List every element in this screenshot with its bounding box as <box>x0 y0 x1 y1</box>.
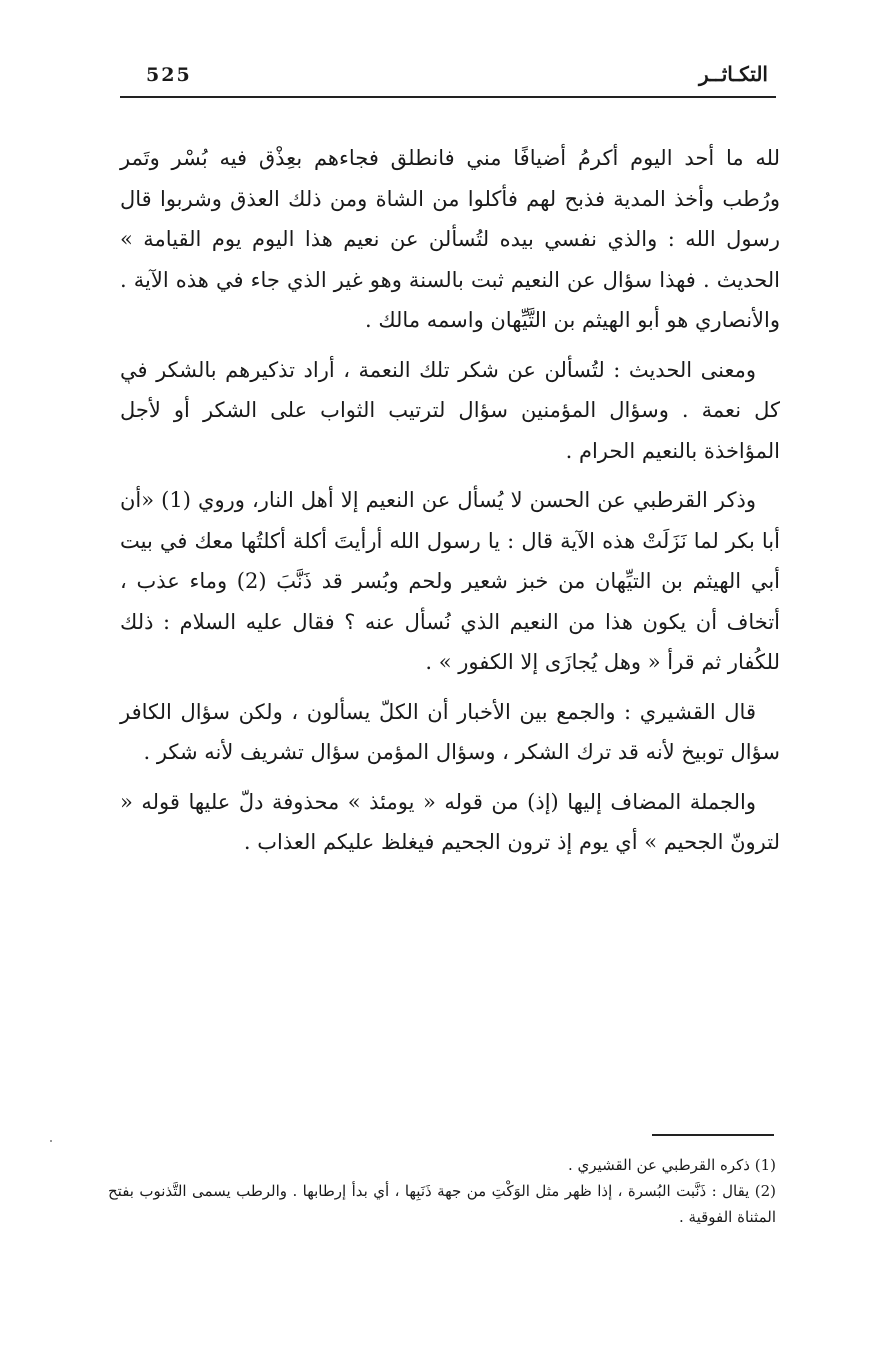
paragraph-5: والجملة المضاف إليها (إذ) من قوله « يومئذ » محذوفة دلّ عليها قوله « لترونّ الجحيم » أي يوم إذ ترون الجحيم فيغلظ عليكم العذاب . <box>120 789 780 854</box>
paragraph-3: وذكر القرطبي عن الحسن لا يُسأل عن النعيم إلا أهل النار، وروي (1) «أن أبا بكر لما نَزَلَتْ هذه الآية قال : يا رسول الله أرأيتَ أكلة أكلتُها معك في بيت أبي الهيثم بن التيِّهان من خبز شعير ولحم وبُسر قد ذَنَّبَ (2) وماء عذب ، أتخاف أن يكون هذا من النعيم الذي نُسأل عنه ؟ فقال عليه السلام : ذلك للكُفار ثم قرأ « وهل يُجازَى إلا الكفور » . <box>120 488 780 674</box>
scan-speck <box>128 382 130 384</box>
chapter-title: التكـاثــر <box>698 62 768 86</box>
paragraph-4: قال القشيري : والجمع بين الأخبار أن الكلّ يسألون ، ولكن سؤال الكافر سؤال توبيخ لأنه قد ترك الشكر ، وسؤال المؤمن سؤال تشريف لأنه شكر . <box>120 699 780 764</box>
footnote-rule <box>652 1134 774 1136</box>
paragraph-2: ومعنى الحديث : لتُسألن عن شكر تلك النعمة ، أراد تذكيرهم بالشكر في كل نعمة . وسؤال المؤمنين سؤال لترتيب الثواب على الشكر أو لأجل المؤاخذة بالنعيم الحرام . <box>120 357 780 463</box>
paragraph-1: لله ما أحد اليوم أكرمُ أضيافًا مني فانطلق فجاءهم بعِذْق فيه بُسْر وتَمر ورُطب وأخذ المدية فذبح لهم فأكلوا من الشاة ومن ذلك العذق وشربوا قال رسول الله : والذي نفسي بيده لتُسألن عن نعيم هذا اليوم يوم القيامة » الحديث . فهذا سؤال عن النعيم ثبت بالسنة وهو غير الذي جاء في هذه الآية . والأنصاري هو أبو الهيثم بن التَّيِّهان واسمه مالك . <box>120 146 780 332</box>
main-text <box>120 138 780 872</box>
page-header <box>120 58 776 98</box>
footnotes <box>108 1152 776 1230</box>
header-rule <box>120 96 776 98</box>
page-number: 525 <box>146 64 192 86</box>
footnote-2: (2) يقال : ذَنَّبت البُسرة ، إذا ظهر مثل الوَكْتِ من جهة ذَنَبِها ، أي بدأ إرطابها . والرطب يسمى التَّذنوب بفتح المثناة الفوقية . <box>108 1182 776 1226</box>
footnote-1: (1) ذكره القرطبي عن القشيري . <box>567 1156 776 1174</box>
scan-speck <box>50 1140 52 1142</box>
